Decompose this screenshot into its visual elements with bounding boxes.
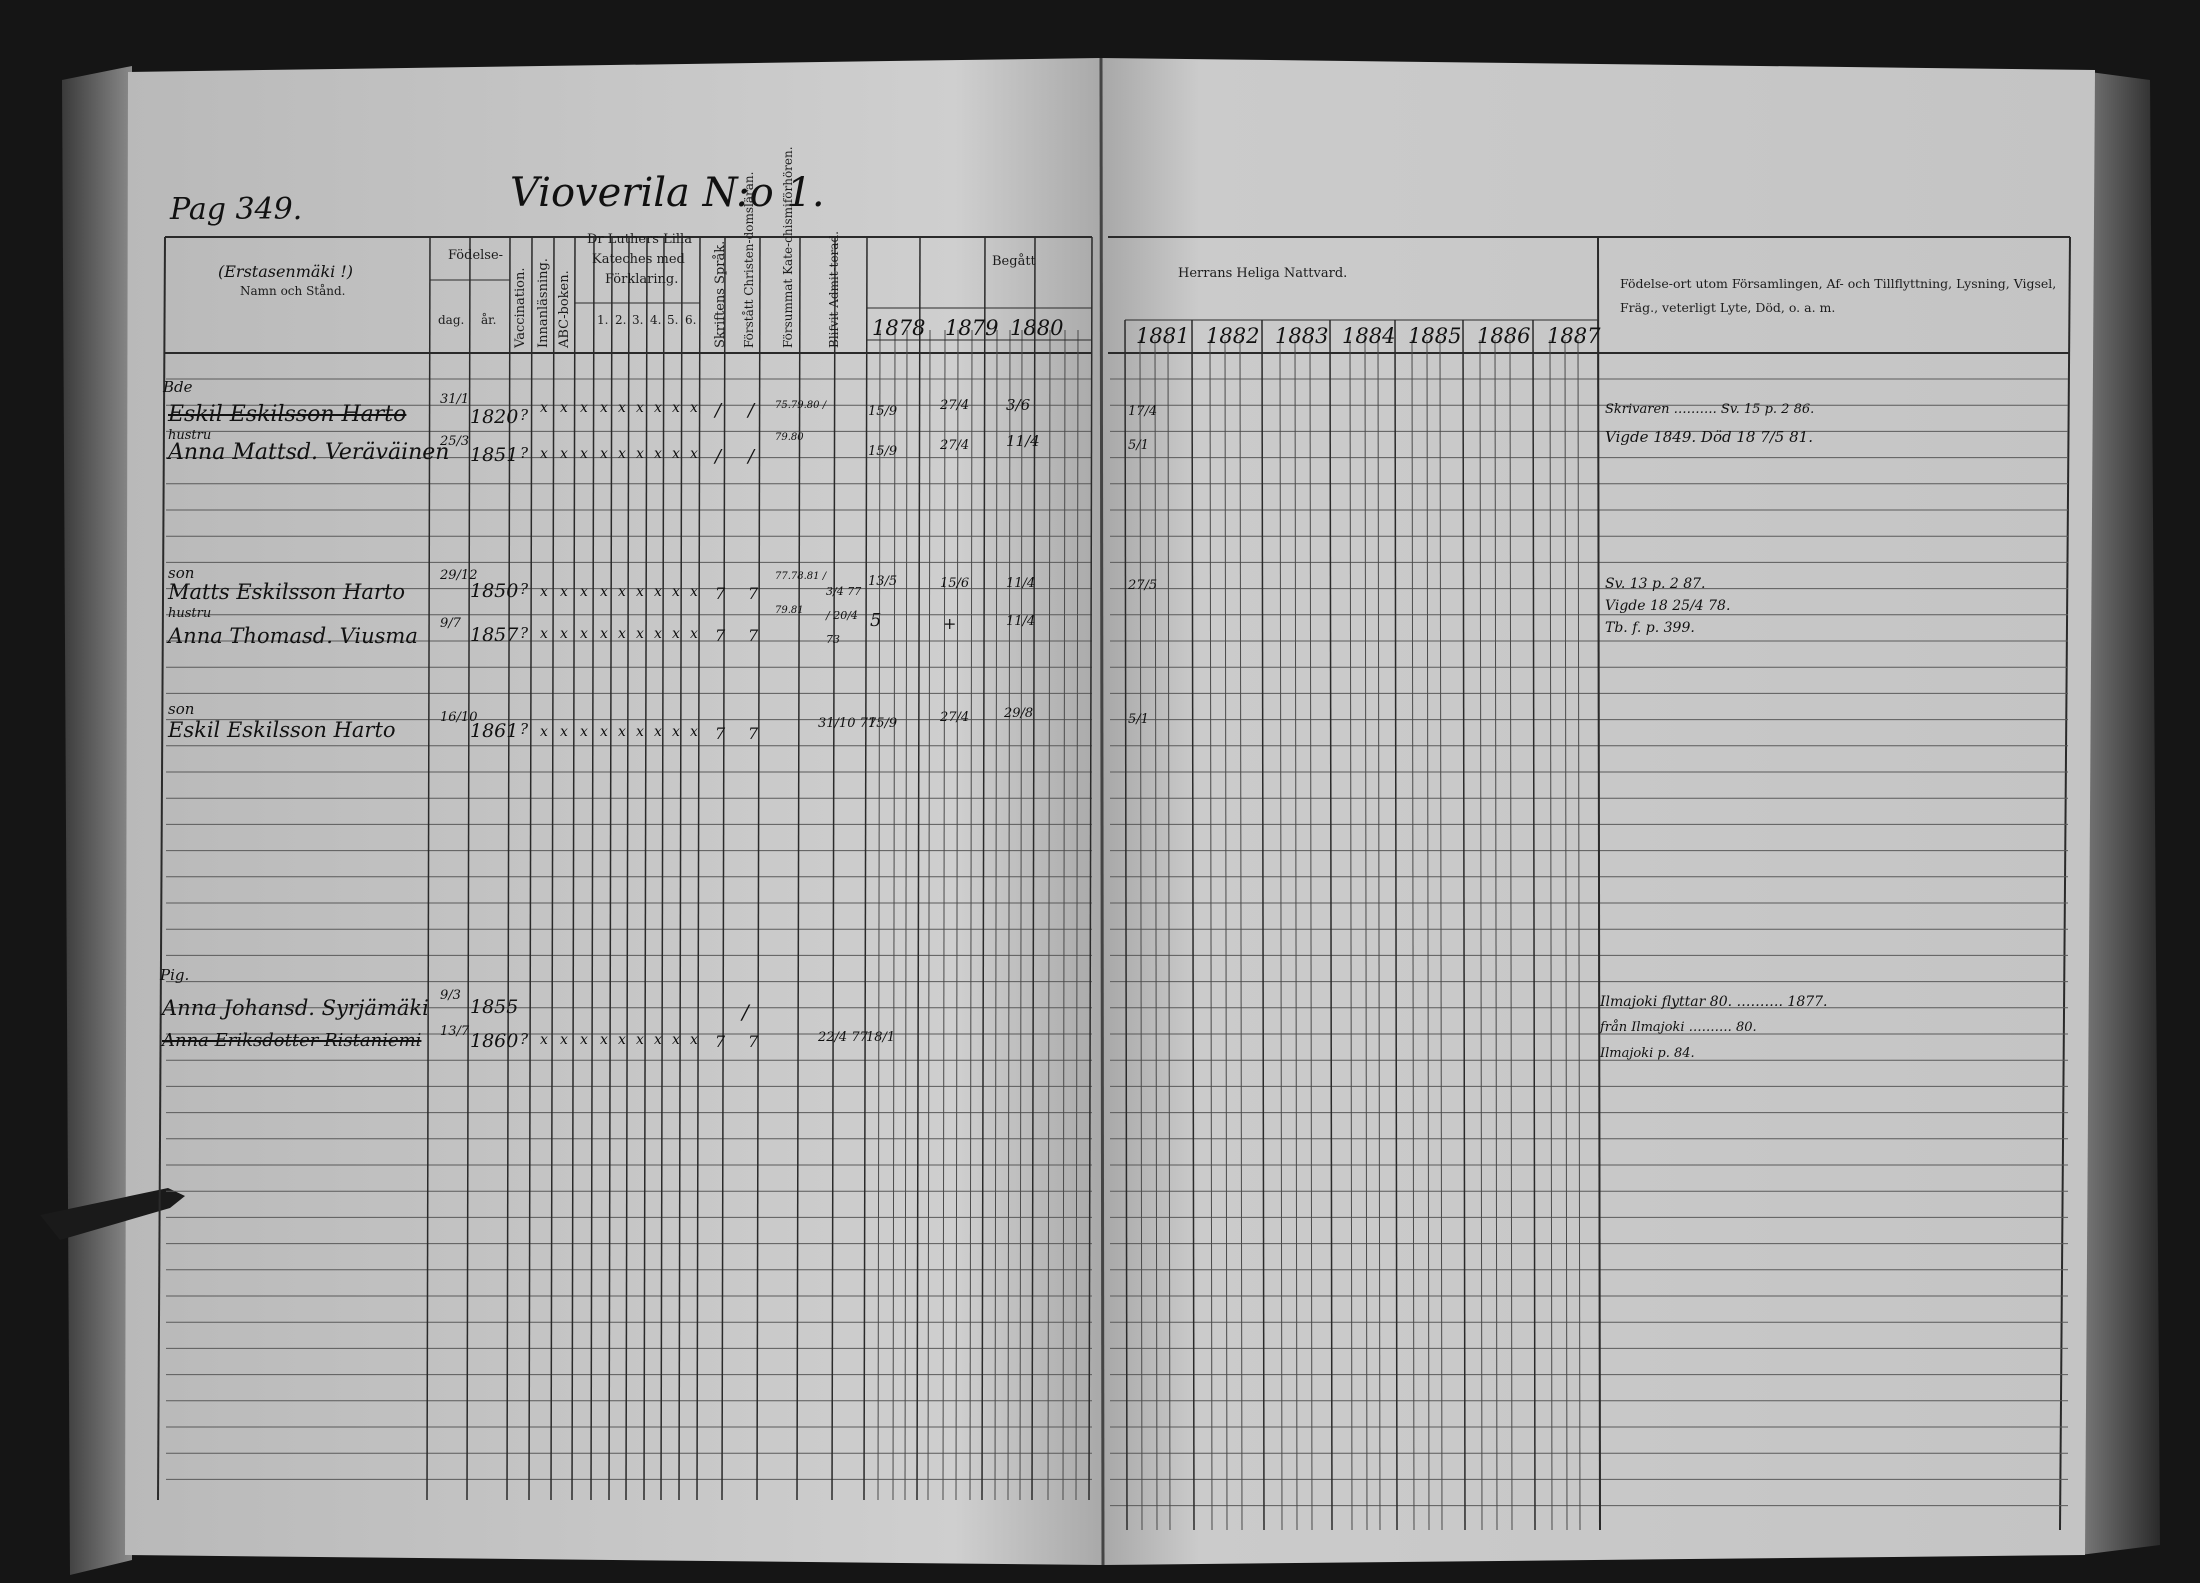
tally-mark: x — [618, 626, 626, 642]
entry1-begatt2-1880: 11/4 — [1006, 432, 1040, 450]
catechism-number-5: 5. — [667, 313, 679, 327]
tally-mark: ? — [520, 406, 529, 424]
tally-mark: x — [636, 400, 644, 416]
entry1-day1: 31/1 — [440, 392, 470, 407]
entry2-role: son — [168, 564, 195, 582]
entry1-begatt2-1878: 15/9 — [868, 444, 898, 459]
tally-mark: ? — [520, 624, 529, 642]
tally-mark: / — [715, 446, 722, 467]
entry3-begatt-1881: 5/1 — [1128, 712, 1149, 727]
year-header-1881: 1881 — [1136, 324, 1190, 348]
tally-mark: x — [580, 400, 588, 416]
remarks-header: Födelse-ort utom Församlingen, Af- och Tillflyttning, Lysning, Vigsel, Fräg., veterligt Lyte, Död, o. a. m. — [1620, 276, 2057, 315]
tally-mark: x — [672, 400, 680, 416]
birth-year-header: år. — [481, 313, 497, 327]
entry3-day1: 16/10 — [440, 710, 478, 725]
tally-mark: x — [654, 626, 662, 642]
entry3-admitted: 31/10 77 — [818, 716, 877, 731]
tally-mark: x — [690, 724, 698, 740]
entry2-year1: 1850 — [470, 580, 519, 602]
entry2-day2: 9/7 — [440, 616, 461, 631]
year-header-1883: 1883 — [1275, 324, 1329, 348]
tally-mark: / — [715, 400, 722, 421]
entry4-remark-1: Ilmajoki flyttar 80. ………. 1877. — [1600, 994, 1828, 1010]
entry2-missed: 77.78.81 / 79.81 — [775, 571, 827, 616]
entry1-name: Eskil Eskilsson Harto — [168, 402, 407, 427]
entry1-begatt-1878: 15/9 — [868, 404, 898, 419]
missed-catechism-header: Försummat Kate-chismiförhören. — [781, 146, 795, 348]
entry1-begatt2-1881: 5/1 — [1128, 438, 1149, 453]
entry2-remark-1: Sv. 13 p. 2 87. — [1605, 576, 1706, 592]
tally-mark: 7 — [715, 724, 726, 743]
abc-book-header: ABC-boken. — [557, 270, 572, 348]
tally-mark: x — [618, 724, 626, 740]
tally-mark: x — [540, 1032, 548, 1048]
catechism-number-6: 6. — [685, 313, 697, 327]
year-header-1884: 1884 — [1342, 324, 1396, 348]
tally-mark: x — [540, 724, 548, 740]
catechism-number-1: 1. — [597, 313, 609, 327]
scripture-language-header: Skriftens Språk. — [713, 240, 728, 348]
tally-mark: x — [654, 724, 662, 740]
begatt-header: Begått — [992, 254, 1036, 269]
entry1-begatt-1879: 27/4 — [940, 398, 970, 413]
entry1-missed: 75.79.80 / 79.80 — [775, 400, 827, 443]
catechism-number-2: 2. — [615, 313, 627, 327]
tally-mark: x — [654, 446, 662, 462]
entry1-year2: 1851 — [470, 444, 519, 466]
name-column-header: Namn och Stånd. — [240, 284, 346, 298]
tally-mark: 7 — [748, 724, 759, 743]
catechism-header-3: Förklaring. — [605, 272, 679, 287]
tally-mark: / — [748, 446, 755, 467]
tally-mark: x — [560, 724, 568, 740]
entry2-name: Matts Eskilsson Harto — [168, 580, 405, 604]
entry2-begatt2-1880: 11/4 — [1006, 614, 1036, 629]
tally-mark: x — [672, 1032, 680, 1048]
entry2-admitted: 3/4 77 / 20/4 73 — [826, 585, 862, 646]
tally-mark: x — [672, 584, 680, 600]
tally-mark: x — [600, 724, 608, 740]
tally-mark: x — [540, 446, 548, 462]
name-column-hand-note: (Erstasenmäki !) — [218, 262, 354, 281]
entry1-remark-1: Skrivaren ………. Sv. 15 p. 2 86. — [1605, 402, 1815, 417]
tally-mark: x — [600, 400, 608, 416]
catechism-number-3: 3. — [632, 313, 644, 327]
year-header-1880: 1880 — [1010, 316, 1064, 340]
tally-mark: x — [618, 584, 626, 600]
page-reference: Pag 349. — [170, 192, 303, 227]
left-page-edge — [62, 66, 132, 1575]
birth-column-header: Födelse- — [448, 248, 504, 263]
tally-mark: x — [600, 584, 608, 600]
entry1-begatt-1881: 17/4 — [1128, 404, 1158, 419]
entry4-role: Pig. — [160, 966, 190, 984]
year-header-1885: 1885 — [1408, 324, 1462, 348]
tally-mark: 7 — [715, 626, 726, 645]
christian-doctrine-header: Förstått Christen-domsläran. — [742, 171, 756, 348]
entry1-remark-2: Vigde 1849. Död 18 7/5 81. — [1605, 428, 1813, 446]
tally-mark: 7 — [748, 584, 759, 603]
entry1-day2: 25/3 — [440, 434, 470, 449]
tally-mark: ? — [520, 444, 529, 462]
entry3-role: son — [168, 700, 195, 718]
tally-mark: x — [560, 1032, 568, 1048]
entry1-spouse: Anna Mattsd. Veräväinen — [168, 440, 450, 465]
catechism-number-4: 4. — [650, 313, 662, 327]
entry4-begatt-1878: 18/1 — [866, 1030, 896, 1045]
tally-mark: ? — [520, 580, 529, 598]
tally-mark: x — [636, 724, 644, 740]
entry1-begatt2-1879: 27/4 — [940, 438, 970, 453]
year-header-1879: 1879 — [945, 316, 999, 340]
entry1-spouse-role: hustru — [168, 428, 212, 443]
tally-mark: x — [618, 1032, 626, 1048]
tally-mark: x — [560, 626, 568, 642]
entry1-begatt-1880: 3/6 — [1006, 396, 1031, 414]
tally-mark: / — [748, 400, 755, 421]
tally-mark: x — [560, 584, 568, 600]
tally-mark: x — [560, 400, 568, 416]
tally-mark: x — [580, 626, 588, 642]
entry2-remark-2: Vigde 18 25/4 78. — [1605, 598, 1731, 614]
tally-mark: x — [654, 400, 662, 416]
year-header-1887: 1887 — [1547, 324, 1601, 348]
vaccination-header: Vaccination. — [513, 267, 528, 348]
tally-mark: x — [672, 446, 680, 462]
entry3-begatt-1880: 29/8 — [1004, 706, 1034, 721]
entry4-year2: 1860 — [470, 1030, 519, 1052]
entry2-begatt-1881: 27/5 — [1128, 578, 1158, 593]
tally-mark: x — [636, 446, 644, 462]
tally-mark: x — [600, 1032, 608, 1048]
entry2-remark-3: Tb. f. p. 399. — [1605, 620, 1695, 636]
tally-mark: x — [540, 584, 548, 600]
tally-mark: x — [636, 1032, 644, 1048]
tally-mark: x — [540, 626, 548, 642]
entry4-day1: 9/3 — [440, 988, 461, 1003]
entry2-begatt-1879: 15/6 — [940, 576, 970, 591]
tally-mark: x — [580, 1032, 588, 1048]
entry2-begatt-1880: 11/4 — [1006, 576, 1036, 591]
tally-mark: 7 — [748, 1032, 759, 1051]
entry2-begatt-1878: 13/5 — [868, 574, 898, 589]
tally-mark: x — [690, 1032, 698, 1048]
admitted-header: Blifvit Admit-terad. — [827, 231, 841, 348]
entry2-day1: 29/12 — [440, 568, 478, 583]
entry2-spouse: Anna Thomasd. Viusma — [168, 624, 418, 648]
tally-mark: x — [690, 584, 698, 600]
entry1-year1: 1820 — [470, 406, 519, 428]
year-header-1886: 1886 — [1477, 324, 1531, 348]
gutter-line — [1101, 58, 1103, 1565]
entry2-year2: 1857 — [470, 624, 519, 646]
entry3-name: Eskil Eskilsson Harto — [168, 718, 396, 742]
tally-mark: x — [690, 446, 698, 462]
entry4-name2: Anna Eriksdotter Ristaniemi — [162, 1030, 422, 1051]
tally-mark: x — [580, 584, 588, 600]
tally-mark: x — [618, 446, 626, 462]
tally-mark: x — [654, 584, 662, 600]
entry4-remark-3: Ilmajoki p. 84. — [1600, 1046, 1695, 1061]
year-header-1878: 1878 — [872, 316, 926, 340]
entry2-begatt2-1878: 5 — [870, 610, 882, 631]
tally-mark: x — [580, 446, 588, 462]
birth-day-header: dag. — [438, 313, 465, 327]
catechism-header-1: Dr Luthers Lilla — [587, 232, 692, 247]
year-header-1882: 1882 — [1206, 324, 1260, 348]
tally-mark: x — [600, 446, 608, 462]
innanlasning-header: Innanläsning. — [536, 258, 551, 348]
catechism-header-2: Kateches med — [592, 252, 685, 267]
tally-mark: / — [742, 1000, 749, 1024]
tally-mark: 7 — [748, 626, 759, 645]
tally-mark: x — [672, 724, 680, 740]
tally-mark: x — [654, 1032, 662, 1048]
communion-header: Herrans Heliga Nattvard. — [1178, 266, 1348, 281]
entry3-begatt-1879: 27/4 — [940, 710, 970, 725]
tally-mark: x — [618, 400, 626, 416]
tally-mark: x — [636, 626, 644, 642]
tally-mark: x — [580, 724, 588, 740]
tally-mark: x — [672, 626, 680, 642]
entry4-name: Anna Johansd. Syrjämäki — [162, 996, 429, 1020]
tally-mark: x — [600, 626, 608, 642]
entry4-day2: 13/7 — [440, 1024, 470, 1039]
entry4-remark-2: från Ilmajoki ………. 80. — [1600, 1020, 1757, 1035]
entry1-role: Bde — [163, 378, 193, 396]
entry2-begatt2-1879: + — [943, 614, 957, 633]
entry3-year1: 1861 — [470, 720, 519, 742]
tally-mark: x — [690, 400, 698, 416]
tally-mark: 7 — [715, 584, 726, 603]
village-title: Vioverila N:o 1. — [510, 170, 825, 216]
entry4-admitted: 22/4 77 — [818, 1030, 868, 1045]
entry2-spouse-role: hustru — [168, 606, 212, 621]
entry3-begatt-1878: 15/9 — [868, 716, 898, 731]
tally-mark: x — [560, 446, 568, 462]
tally-mark: ? — [520, 720, 529, 738]
tally-mark: ? — [520, 1030, 529, 1048]
tally-mark: 7 — [715, 1032, 726, 1051]
tally-mark: x — [636, 584, 644, 600]
entry4-year1: 1855 — [470, 996, 519, 1018]
tally-mark: x — [690, 626, 698, 642]
tally-mark: x — [540, 400, 548, 416]
